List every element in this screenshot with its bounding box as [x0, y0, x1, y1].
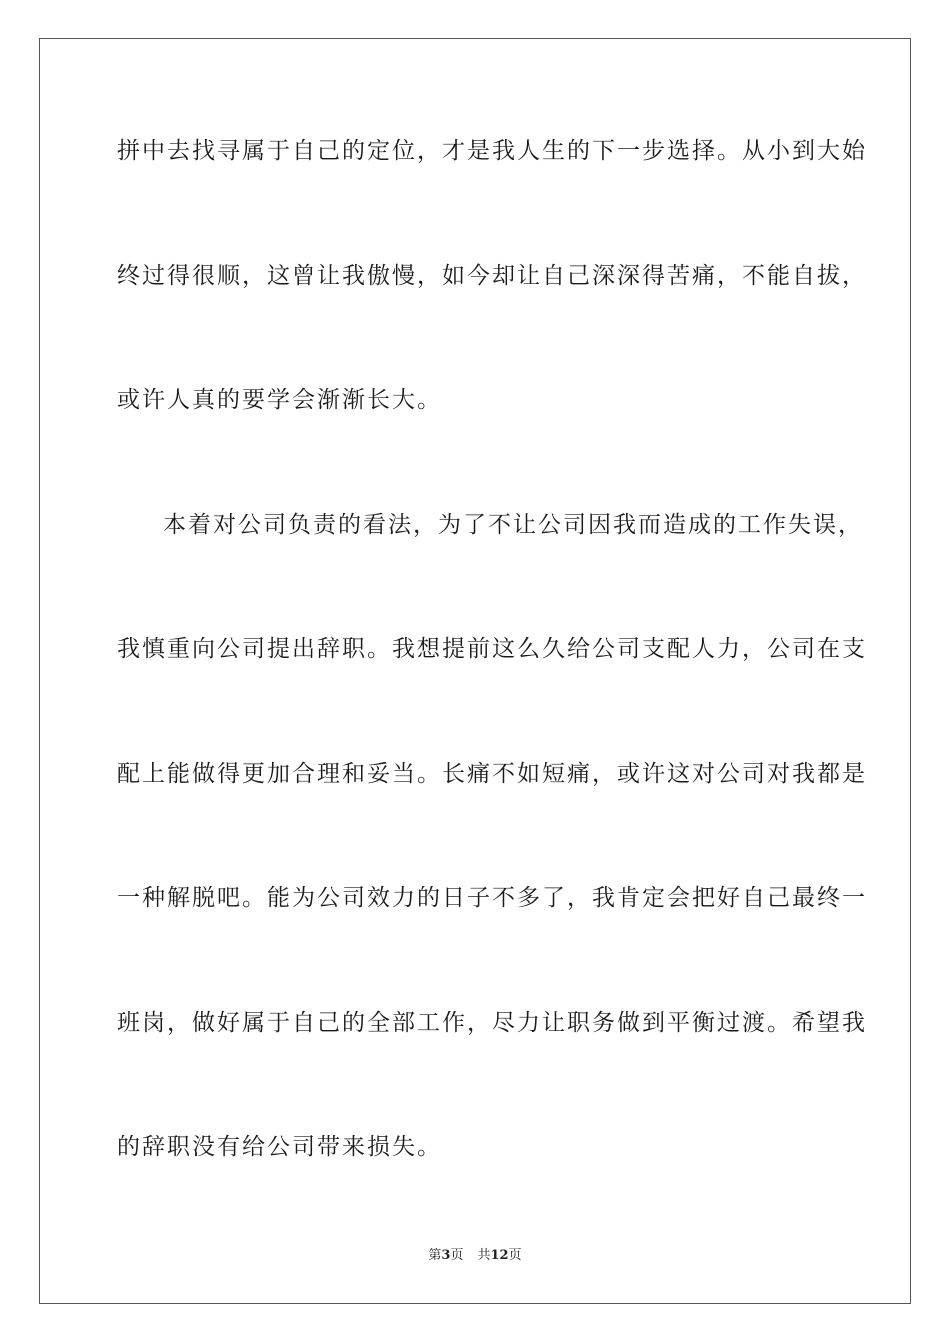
text-line: 本着对公司负责的看法，为了不让公司因我而造成的工作失误，: [163, 512, 863, 538]
text-line: 的辞职没有给公司带来损失。: [117, 1134, 442, 1160]
total-suffix: 页: [508, 1248, 522, 1263]
page-prefix: 第: [428, 1248, 442, 1263]
text-line: 一种解脱吧。能为公司效力的日子不多了，我肯定会把好自己最终一: [117, 885, 867, 911]
total-pages: 12: [490, 1248, 509, 1263]
page-number: 3: [441, 1248, 451, 1263]
page-suffix: 页: [450, 1248, 464, 1263]
text-line: 配上能做得更加合理和妥当。长痛不如短痛，或许这对公司对我都是: [117, 761, 867, 787]
page-footer: [0, 1247, 950, 1265]
text-line: 或许人真的要学会渐渐长大。: [117, 387, 442, 413]
page-border: [39, 38, 911, 1304]
text-line: 班岗，做好属于自己的全部工作，尽力让职务做到平衡过渡。希望我: [117, 1010, 867, 1036]
text-line: 拼中去找寻属于自己的定位，才是我人生的下一步选择。从小到大始: [117, 138, 867, 164]
text-line: 终过得很顺，这曾让我傲慢，如今却让自己深深得苦痛，不能自拔，: [117, 263, 867, 289]
text-line: 我慎重向公司提出辞职。我想提前这么久给公司支配人力，公司在支: [117, 636, 867, 662]
total-prefix: 共: [477, 1248, 491, 1263]
